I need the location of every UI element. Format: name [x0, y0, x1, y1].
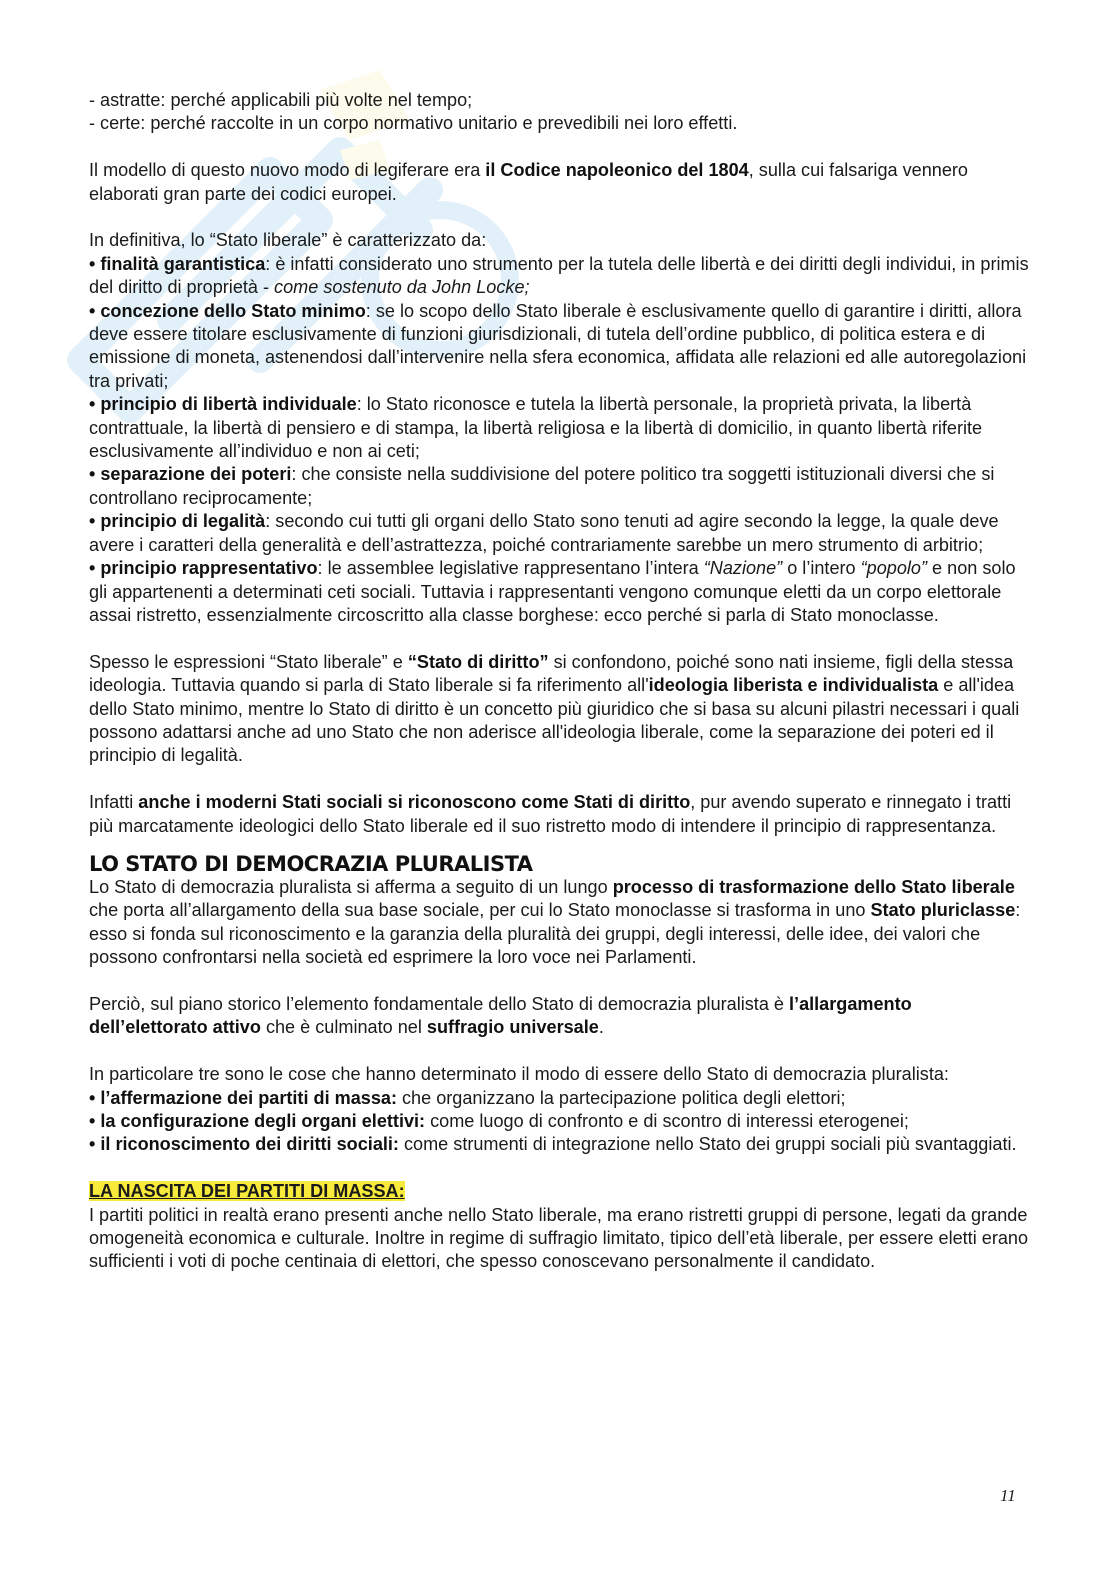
list-item: - astratte: perché applicabili più volte nel tempo; — [89, 90, 473, 110]
text: , pur avendo superato e rinnegato i tratti più marcatamente ideologici dello Stato liberale ed il suo ristretto modo di intendere il principio di rappresentanza. — [89, 792, 1012, 836]
italic-text: “Nazione” — [703, 558, 783, 579]
text: : le assemblee legislative rappresentano l’intera — [317, 558, 704, 579]
bold-text: “Stato di diritto” — [407, 651, 549, 672]
text: e all'idea dello Stato minimo, mentre lo Stato di diritto è un concetto più giuridico che si basa su alcuni pilastri necessari i quali possono adattarsi anche ad uno Stato che non aderisce all'ideologia liberale, come la separazione dei poteri ed il principio di legalità. — [89, 675, 1020, 766]
liberal-features-list — [89, 229, 1029, 627]
bold-text: suffragio universale — [426, 1017, 599, 1038]
bold-text: • il riconoscimento dei diritti sociali: — [89, 1134, 399, 1155]
text: che è culminato nel — [260, 1017, 427, 1038]
text: , sulla cui falsariga vennero elaborati gran parte dei codici europei. — [89, 160, 968, 204]
page-number: 11 — [1000, 1486, 1016, 1505]
bold-text: ideologia liberista e individualista — [648, 675, 939, 696]
paragraph-historic — [89, 993, 1029, 1040]
parties-section — [89, 1180, 1029, 1274]
paragraph-rule-of-law — [89, 651, 1029, 768]
list-item — [89, 1087, 1029, 1110]
text: : che consiste nella suddivisione del potere politico tra soggetti istituzionali diversi che si controllano reciprocamente; — [89, 464, 995, 508]
text: Lo Stato di democrazia pluralista si afferma a seguito di un lungo — [89, 876, 613, 897]
bold-text: anche i moderni Stati sociali si riconoscono come Stati di diritto — [138, 792, 691, 813]
text: come luogo di confronto e di scontro di interessi eterogenei; — [425, 1110, 909, 1131]
text: che organizzano la partecipazione politica degli elettori; — [396, 1087, 846, 1108]
three-factors-list — [89, 1063, 1029, 1157]
list-item — [89, 300, 1029, 394]
bold-text: • principio di libertà individuale — [89, 394, 357, 415]
bold-text: processo di trasformazione dello Stato liberale — [612, 876, 1015, 897]
text: Perciò, sul piano storico l’elemento fondamentale dello Stato di democrazia pluralista è — [89, 993, 790, 1014]
list-item — [89, 557, 1029, 627]
paragraph-napoleon — [89, 159, 1029, 206]
bold-text: • l’affermazione dei partiti di massa: — [89, 1087, 397, 1108]
text: e non solo gli appartenenti a determinati ceti sociali. Tuttavia i rappresentanti vengono comunque eletti da un corpo elettorale assai ristretto, essenzialmente circoscritto alla classe borghese: ecco perché si parla di Stato monoclasse. — [89, 558, 1016, 625]
text: Il modello di questo nuovo modo di legiferare era — [89, 160, 486, 181]
list-intro: In particolare tre sono le cose che hanno determinato il modo di essere dello Stato di democrazia pluralista: — [89, 1064, 949, 1085]
italic-text: come sostenuto da John Locke; — [274, 277, 530, 298]
text: o l’intero — [782, 558, 861, 579]
subheading-wrap — [89, 1180, 1029, 1203]
bold-text: • principio rappresentativo — [89, 558, 318, 579]
text: : esso si fonda sul riconoscimento e la garanzia della pluralità dei gruppi, degli interessi, delle idee, dei valori che possono confrontarsi nella società ed esprimere la loro voce nei Parlamenti. — [89, 900, 1021, 968]
paragraph-modern-states — [89, 791, 1029, 838]
text: . — [598, 1017, 604, 1038]
text: : se lo scopo dello Stato liberale è esclusivamente quello di garantire i diritti, allora deve essere titolare esclusivamente di funzioni giurisdizionali, di tutela dell’ordine pubblico, di politica estera e di emissione di moneta, astenendosi dall’intervenire nella sfera economica, affidata alle relazioni ed alle autoregolazioni tra privati; — [89, 300, 1027, 391]
bold-text: • finalità garantistica — [89, 253, 266, 274]
paragraph-parties: I partiti politici in realtà erano presenti anche nello Stato liberale, ma erano ristretti gruppi di persone, legati da grande omogeneità economica e culturale. Inoltre in regime di suffragio limitato, tipico dell’età liberale, per essere eletti erano sufficienti i voti di poche centinaia di elettori, che spesso conoscevano personalmente il candidato. — [89, 1204, 1029, 1272]
text: si confondono, poiché sono nati insieme, figli della stessa ideologia. Tuttavia quando si parla di Stato liberale si fa riferimento all' — [89, 651, 1014, 696]
bold-text: • separazione dei poteri — [89, 464, 292, 485]
bold-text: • concezione dello Stato minimo — [89, 300, 366, 321]
text: Infatti — [89, 792, 139, 813]
list-item — [89, 253, 1029, 300]
text: che porta all’allargamento della sua base sociale, per cui lo Stato monoclasse si trasforma in uno — [89, 900, 871, 921]
italic-text: “popolo” — [860, 558, 928, 579]
list-intro: In definitiva, lo “Stato liberale” è caratterizzato da: — [89, 230, 487, 251]
bold-text: l’allargamento dell’elettorato attivo — [89, 993, 912, 1038]
text: : secondo cui tutti gli organi dello Stato sono tenuti ad agire secondo la legge, la quale deve avere i caratteri della generalità e dell’astrattezza, poiché contrariamente sarebbe un mero strumento di arbitrio; — [89, 511, 999, 555]
list-item — [89, 1110, 1029, 1133]
list-item — [89, 1133, 1029, 1156]
intro-list — [89, 89, 1029, 136]
paragraph-pluralist — [89, 876, 1029, 970]
text: : è infatti considerato uno strumento per la tutela delle libertà e dei diritti degli individui, in primis del diritto di proprietà - — [89, 253, 1029, 298]
section-heading: LO STATO DI DEMOCRAZIA PLURALISTA — [89, 851, 533, 876]
bold-text: Stato pluriclasse — [870, 900, 1016, 921]
text: Spesso le espressioni “Stato liberale” e — [89, 651, 408, 672]
document-page — [89, 89, 1029, 1274]
highlighted-subheading: LA NASCITA DEI PARTITI DI MASSA: — [89, 1181, 405, 1202]
bold-text: • principio di legalità — [89, 511, 266, 532]
list-item — [89, 393, 1029, 463]
list-item: - certe: perché raccolte in un corpo normativo unitario e prevedibili nei loro effetti. — [89, 113, 738, 134]
list-item — [89, 510, 1029, 557]
bold-text: il Codice napoleonico del 1804 — [485, 160, 749, 181]
text: come strumenti di integrazione nello Stato dei gruppi sociali più svantaggiati. — [398, 1134, 1017, 1155]
text: : lo Stato riconosce e tutela la libertà personale, la proprietà privata, la libertà contrattuale, la libertà di pensiero e di stampa, la libertà religiosa e la libertà di domicilio, in quanto libertà riferite esclusivamente all’individuo e non ai ceti; — [89, 394, 983, 462]
list-item — [89, 463, 1029, 510]
bold-text: • la configurazione degli organi elettivi: — [89, 1110, 426, 1131]
